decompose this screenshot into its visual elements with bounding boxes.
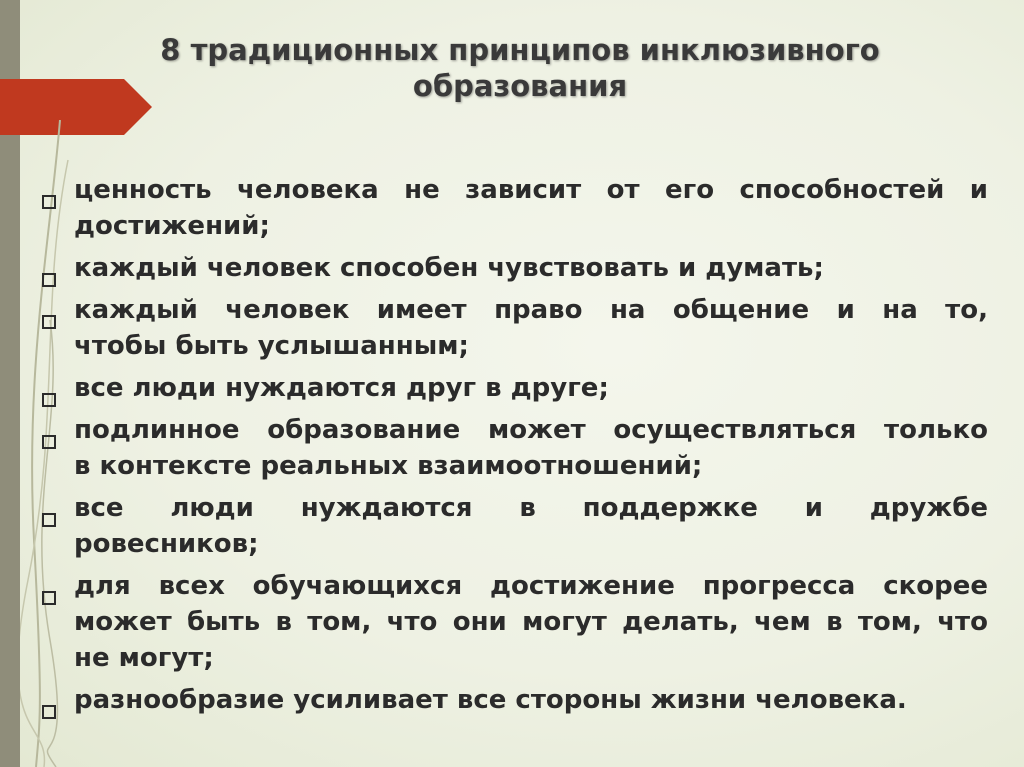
item-3-line-1: каждый человек имеет право на общение и на то, [74,295,988,325]
checkbox-square-icon [42,381,56,395]
list-item [40,250,988,286]
item-4-line-1: все люди нуждаются друг в друге; [74,373,609,403]
item-3-line-2: чтобы быть услышанным; [74,331,469,361]
list-item [40,682,988,718]
item-7-line-1: для всех обучающихся достижение прогресса скорее [74,571,988,601]
item-1-line-1: ценность человека не зависит от его способностей и [74,175,988,205]
list-item [40,568,988,676]
item-2-line-1: каждый человек способен чувствовать и думать; [74,253,824,283]
checkbox-square-icon [42,183,56,197]
checkbox-square-icon [42,261,56,275]
item-1-line-2: достижений; [74,211,270,241]
item-6-line-2: ровесников; [74,529,259,559]
checkbox-square-icon [42,693,56,707]
list-item [40,490,988,562]
item-5-line-1: подлинное образование может осуществляться только [74,415,988,445]
checkbox-square-icon [42,579,56,593]
list-item [40,412,988,484]
list-item [40,292,988,364]
item-6-line-1: все люди нуждаются в поддержке и дружбе [74,493,988,523]
list-item [40,370,988,406]
list-item [40,172,988,244]
item-8-line-1: разнообразие усиливает все стороны жизни человека. [74,685,907,715]
principles-list [40,172,988,724]
item-7-line-3: не могут; [74,643,214,673]
checkbox-square-icon [42,501,56,515]
item-7-line-2: может быть в том, что они могут делать, чем в том, что [74,607,988,637]
slide-title [70,32,970,104]
checkbox-square-icon [42,303,56,317]
checkbox-square-icon [42,423,56,437]
title-line-2: образования [412,69,628,103]
item-5-line-2: в контексте реальных взаимоотношений; [74,451,703,481]
title-line-1: 8 традиционных принципов инклюзивного [160,33,880,67]
